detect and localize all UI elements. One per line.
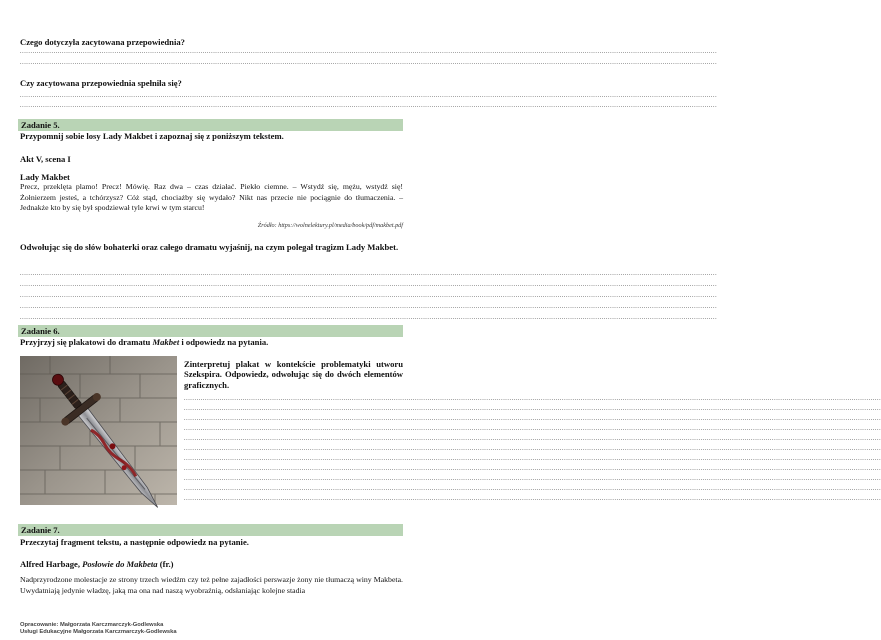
author-name: Alfred Harbage, (20, 559, 83, 569)
task-6-title: Zadanie 6. (21, 326, 60, 336)
macbeth-poster-image (20, 356, 177, 505)
answer-line[interactable]: ............................................................................................................................................................................................................................................................................................................................................ (20, 282, 718, 288)
answer-line[interactable]: ............................................................................................................................................................................................................................................................................................................................................ (20, 293, 718, 299)
answer-line[interactable]: ............................................................................................................................................................................................................................................................................................................................................ (20, 60, 718, 66)
answer-line[interactable]: ............................................................................................................................................................................................................................................................................................................................................ (20, 304, 718, 310)
answer-line[interactable]: ............................................................................................................................................................................................................................................................................................................................................ (184, 446, 881, 452)
scene-label: Akt V, scena I (20, 154, 71, 164)
task-5-instruction: Przypomnij sobie losy Lady Makbet i zapoznaj się z poniższym tekstem. (20, 131, 284, 141)
question-prophecy-fulfilled: Czy zacytowana przepowiednia spełniła się? (20, 78, 182, 88)
dagger-illustration (20, 356, 177, 505)
footer-credit: Opracowanie: Małgorzata Karczmarczyk-Godlewska (20, 622, 164, 628)
task-7-header (18, 524, 403, 536)
footer-services: Usługi Edukacyjne Małgorzata Karczmarczyk-Godlewska (20, 629, 177, 635)
fragment-note: (fr.) (157, 559, 174, 569)
answer-line[interactable]: ............................................................................................................................................................................................................................................................................................................................................ (20, 315, 718, 321)
answer-line[interactable]: ............................................................................................................................................................................................................................................................................................................................................ (184, 476, 881, 482)
task-5-title: Zadanie 5. (21, 120, 60, 130)
quote-text: Precz, przeklęta plamo! Precz! Mówię. Raz dwa – czas działać. Piekło ciemne. – Wstydź się, mężu, wstydź się! Żołnierzem jesteś, a tchórzysz? Cóż stąd, chociażby się wydało? Nikt nas przecie nie pociągnie do tłumaczenia. – Jednakże kto by się był spodziewał tyle krwi w tym starcu! (20, 182, 403, 213)
question-prophecy-subject: Czego dotyczyła zacytowana przepowiednia? (20, 37, 185, 47)
answer-line[interactable]: ............................................................................................................................................................................................................................................................................................................................................ (184, 396, 881, 402)
answer-line[interactable]: ............................................................................................................................................................................................................................................................................................................................................ (184, 496, 881, 502)
task-7-title: Zadanie 7. (21, 525, 60, 535)
answer-line[interactable]: ............................................................................................................................................................................................................................................................................................................................................ (20, 49, 718, 55)
answer-line[interactable]: ............................................................................................................................................................................................................................................................................................................................................ (184, 486, 881, 492)
speaker-name: Lady Makbet (20, 172, 70, 182)
task-7-instruction: Przeczytaj fragment tekstu, a następnie odpowiedz na pytanie. (20, 537, 249, 547)
answer-line[interactable]: ............................................................................................................................................................................................................................................................................................................................................ (20, 93, 718, 99)
task-5-question: Odwołując się do słów bohaterki oraz całego dramatu wyjaśnij, na czym polegał tragizm Lady Makbet. (20, 242, 399, 252)
task-6-header (18, 325, 403, 337)
excerpt-attribution (20, 559, 174, 569)
answer-line[interactable]: ............................................................................................................................................................................................................................................................................................................................................ (184, 416, 881, 422)
source-citation: Źródło: https://wolnelektury.pl/media/book/pdf/makbet.pdf (257, 222, 403, 229)
answer-line[interactable]: ............................................................................................................................................................................................................................................................................................................................................ (184, 456, 881, 462)
answer-line[interactable]: ............................................................................................................................................................................................................................................................................................................................................ (184, 436, 881, 442)
answer-line[interactable]: ............................................................................................................................................................................................................................................................................................................................................ (184, 466, 881, 472)
excerpt-text: Nadprzyrodzone molestacje ze strony trzech wiedźm czy też pełne zajadłości perswazje żony nie tłumaczą winy Makbeta. Uwydatniają jedynie władzę, jaką ma ona nad naszą wyobraźnią, odsłaniając kolejne stadia (20, 575, 403, 595)
task-6-question: Zinterpretuj plakat w kontekście problematyki utworu Szekspira. Odpowiedz, odwołując się do dwóch elementów graficznych. (184, 359, 403, 390)
task-6-instruction (20, 337, 268, 347)
play-title: Makbet (152, 337, 180, 347)
answer-line[interactable]: ............................................................................................................................................................................................................................................................................................................................................ (184, 426, 881, 432)
answer-line[interactable]: ............................................................................................................................................................................................................................................................................................................................................ (20, 271, 718, 277)
answer-line[interactable]: ............................................................................................................................................................................................................................................................................................................................................ (184, 406, 881, 412)
task-5-header (18, 119, 403, 131)
instruction-part: i odpowiedz na pytania. (179, 337, 269, 347)
work-title: Posłowie do Makbeta (82, 559, 158, 569)
answer-line[interactable]: ............................................................................................................................................................................................................................................................................................................................................ (20, 103, 718, 109)
instruction-part: Przyjrzyj się plakatowi do dramatu (20, 337, 153, 347)
